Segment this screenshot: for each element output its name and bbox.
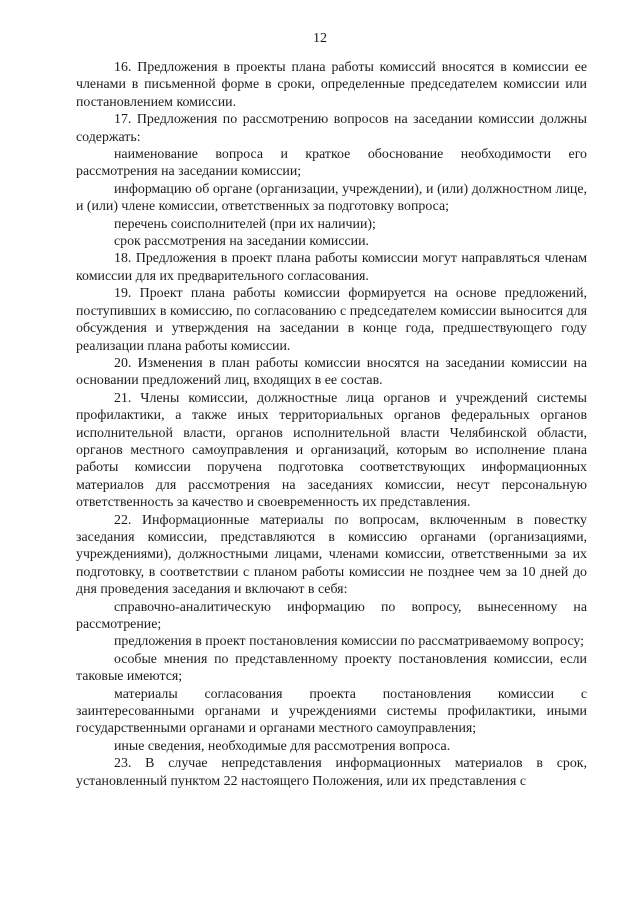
paragraph-20: 20. Изменения в план работы комиссии вносятся на заседании комиссии на основании предложений лиц, входящих в ее состав. [76,355,587,389]
page-number: 12 [313,31,327,46]
paragraph-16: 16. Предложения в проекты плана работы комиссий вносятся в комиссии ее членами в письменной форме в сроки, определенные председателем комиссии или постановлением комиссии. [76,60,587,110]
paragraph-22: 22. Информационные материалы по вопросам, включенным в повестку заседания комиссии, представляются в комиссию органами (организациями, учреждениями), должностными лицами, членами комиссии, ответственными за их подготовку, в соответствии с планом работы комиссии не позднее чем за 10 дней до дня проведения заседания и включают в себя: [76,512,587,598]
paragraph-22-item-approvals: материалы согласования проекта постановления комиссии с заинтересованными органами и учреждениями системы профилактики, иными государственными органами и органами местного самоуправления; [76,686,587,737]
paragraph-22-item-other: иные сведения, необходимые для рассмотрения вопроса. [114,738,451,754]
paragraph-22-item-opinions: особые мнения по представленному проекту постановления комиссии, если таковые имеются; [76,651,587,685]
paragraph-21: 21. Члены комиссии, должностные лица органов и учреждений системы профилактики, а также иных территориальных органов федеральных органов исполнительной власти, органов исполнительной власти Челябинской области, органов местного самоуправления и организаций, которым во исполнение плана работы комиссии поручена подготовка соответствующих информационных материалов для рассмотрения на заседаниях комиссии, несут персональную ответственность за качество и своевременность их представления. [76,390,587,511]
document-body [76,59,587,790]
paragraph-17-item-coexecutors: перечень соисполнителей (при их наличии); [114,216,376,232]
paragraph-17-item-info: информацию об органе (организации, учреждении), и (или) должностном лице, и (или) члене комиссии, ответственных за подготовку вопроса; [76,181,587,215]
paragraph-23: 23. В случае непредставления информационных материалов в срок, установленный пунктом 22 настоящего Положения, или их представления с [76,756,587,789]
paragraph-22-item-proposals: предложения в проект постановления комиссии по рассматриваемому вопросу; [114,634,585,650]
paragraph-22-item-reference: справочно-аналитическую информацию по вопросу, вынесенному на рассмотрение; [76,599,587,632]
paragraph-17-item-term: срок рассмотрения на заседании комиссии. [114,234,370,250]
paragraph-19: 19. Проект плана работы комиссии формируется на основе предложений, поступивших в комиссию, по согласованию с председателем комиссии выносится для обсуждения и утверждения на заседании в конце года, предшествующего году реализации плана работы комиссии. [76,286,587,354]
paragraph-17-item-name: наименование вопроса и краткое обоснование необходимости его рассмотрения на заседании комиссии; [76,147,587,180]
paragraph-18: 18. Предложения в проект плана работы комиссии могут направляться членам комиссии для их предварительного согласования. [76,251,587,284]
paragraph-17: 17. Предложения по рассмотрению вопросов на заседании комиссии должны содержать: [76,112,587,145]
